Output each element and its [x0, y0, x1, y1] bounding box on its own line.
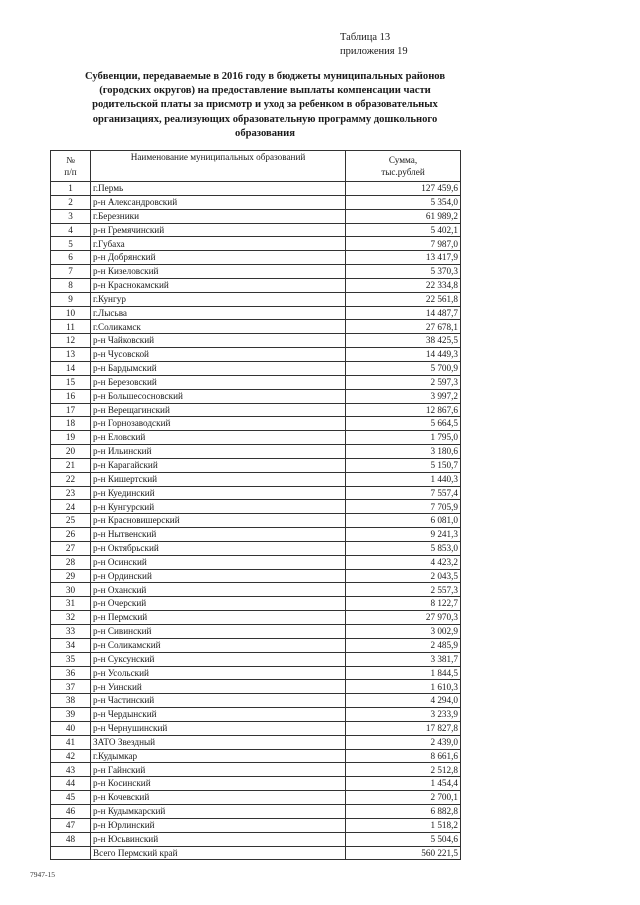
row-sum: 22 561,8	[346, 292, 461, 306]
row-number: 33	[51, 625, 91, 639]
table-row	[51, 611, 461, 625]
row-number: 23	[51, 486, 91, 500]
row-name: р-н Кизеловский	[91, 265, 346, 279]
table-row	[51, 638, 461, 652]
row-name: р-н Карагайский	[91, 458, 346, 472]
table-row	[51, 486, 461, 500]
table-header-row	[51, 151, 461, 182]
row-sum: 61 989,2	[346, 209, 461, 223]
row-name: р-н Юрлинский	[91, 818, 346, 832]
row-name: г.Лысьва	[91, 306, 346, 320]
row-sum: 38 425,5	[346, 334, 461, 348]
row-name: р-н Еловский	[91, 431, 346, 445]
row-number: 34	[51, 638, 91, 652]
row-sum: 2 439,0	[346, 735, 461, 749]
row-number: 31	[51, 597, 91, 611]
row-sum: 22 334,8	[346, 278, 461, 292]
table-reference	[340, 31, 460, 59]
row-sum: 3 997,2	[346, 389, 461, 403]
title-line: (городских округов) на предоставление выплаты компенсации части	[99, 85, 431, 97]
table-row	[51, 804, 461, 818]
row-name: г.Кунгур	[91, 292, 346, 306]
row-number: 46	[51, 804, 91, 818]
row-name: р-н Косинский	[91, 777, 346, 791]
row-name: р-н Большесосновский	[91, 389, 346, 403]
table-row	[51, 708, 461, 722]
table-row	[51, 735, 461, 749]
row-name: р-н Гремячинский	[91, 223, 346, 237]
row-sum: 13 417,9	[346, 251, 461, 265]
appendix-number: приложения 19	[340, 46, 408, 57]
row-name: г.Пермь	[91, 182, 346, 196]
row-number: 24	[51, 500, 91, 514]
table-row	[51, 209, 461, 223]
row-number: 14	[51, 361, 91, 375]
row-name: р-н Ординский	[91, 569, 346, 583]
row-number: 20	[51, 445, 91, 459]
row-sum: 6 081,0	[346, 514, 461, 528]
row-number: 9	[51, 292, 91, 306]
row-number: 18	[51, 417, 91, 431]
document-code: 7947-15	[30, 870, 55, 879]
row-name: р-н Октябрьский	[91, 541, 346, 555]
row-name: р-н Уинский	[91, 680, 346, 694]
row-sum: 1 518,2	[346, 818, 461, 832]
row-sum: 5 354,0	[346, 195, 461, 209]
table-row	[51, 680, 461, 694]
row-sum: 5 402,1	[346, 223, 461, 237]
table-row	[51, 791, 461, 805]
table-row	[51, 348, 461, 362]
row-sum: 5 853,0	[346, 541, 461, 555]
row-sum: 5 700,9	[346, 361, 461, 375]
row-sum: 5 370,3	[346, 265, 461, 279]
table-row	[51, 597, 461, 611]
table-row	[51, 500, 461, 514]
row-sum: 14 449,3	[346, 348, 461, 362]
row-name: р-н Кишертский	[91, 472, 346, 486]
row-sum: 4 294,0	[346, 694, 461, 708]
table-row	[51, 777, 461, 791]
row-name: р-н Юсьвинский	[91, 832, 346, 846]
row-name: г.Соликамск	[91, 320, 346, 334]
row-sum: 5 504,6	[346, 832, 461, 846]
row-number: 45	[51, 791, 91, 805]
total-sum: 560 221,5	[346, 846, 461, 860]
title-line: организациях, реализующих образовательную программу дошкольного	[92, 113, 438, 125]
table-row	[51, 403, 461, 417]
table-row	[51, 223, 461, 237]
row-sum: 27 970,3	[346, 611, 461, 625]
row-name: р-н Кочевский	[91, 791, 346, 805]
row-name: р-н Куединский	[91, 486, 346, 500]
row-number: 1	[51, 182, 91, 196]
row-number: 16	[51, 389, 91, 403]
header-sum	[346, 151, 461, 182]
row-number: 27	[51, 541, 91, 555]
subsidy-table	[50, 150, 461, 860]
table-total-row	[51, 846, 461, 860]
total-empty-cell	[51, 846, 91, 860]
row-number: 26	[51, 528, 91, 542]
row-sum: 3 381,7	[346, 652, 461, 666]
row-number: 3	[51, 209, 91, 223]
table-row	[51, 625, 461, 639]
table-row	[51, 278, 461, 292]
table-row	[51, 583, 461, 597]
table-body	[51, 182, 461, 860]
table-row	[51, 445, 461, 459]
row-number: 44	[51, 777, 91, 791]
row-number: 13	[51, 348, 91, 362]
row-name: ЗАТО Звездный	[91, 735, 346, 749]
table-row	[51, 763, 461, 777]
table-row	[51, 472, 461, 486]
row-sum: 14 487,7	[346, 306, 461, 320]
row-sum: 2 512,8	[346, 763, 461, 777]
row-sum: 5 664,5	[346, 417, 461, 431]
title-line: родительской платы за присмотр и уход за ребенком в образовательных	[92, 99, 438, 111]
row-sum: 2 043,5	[346, 569, 461, 583]
table-row	[51, 721, 461, 735]
table-row	[51, 818, 461, 832]
row-number: 7	[51, 265, 91, 279]
row-sum: 4 423,2	[346, 555, 461, 569]
row-name: р-н Краснокамский	[91, 278, 346, 292]
table-row	[51, 431, 461, 445]
table-row	[51, 652, 461, 666]
row-name: р-н Нытвенский	[91, 528, 346, 542]
row-number: 6	[51, 251, 91, 265]
total-label: Всего Пермский край	[91, 846, 346, 860]
table-row	[51, 182, 461, 196]
row-sum: 17 827,8	[346, 721, 461, 735]
row-name: г.Березники	[91, 209, 346, 223]
row-name: р-н Чайковский	[91, 334, 346, 348]
row-name: р-н Горнозаводский	[91, 417, 346, 431]
row-name: р-н Сивинский	[91, 625, 346, 639]
table-number: Таблица 13	[340, 32, 391, 43]
row-number: 17	[51, 403, 91, 417]
row-name: р-н Добрянский	[91, 251, 346, 265]
row-name: р-н Ильинский	[91, 445, 346, 459]
table-row	[51, 749, 461, 763]
row-name: р-н Соликамский	[91, 638, 346, 652]
row-sum: 9 241,3	[346, 528, 461, 542]
document-title	[60, 70, 470, 141]
row-number: 42	[51, 749, 91, 763]
header-number-line1: №	[66, 155, 75, 165]
row-number: 2	[51, 195, 91, 209]
table-row	[51, 514, 461, 528]
row-name: р-н Частинский	[91, 694, 346, 708]
table-row	[51, 458, 461, 472]
header-name: Наименование муниципальных образований	[91, 151, 346, 182]
table-row	[51, 832, 461, 846]
row-sum: 127 459,6	[346, 182, 461, 196]
row-name: г.Губаха	[91, 237, 346, 251]
row-number: 11	[51, 320, 91, 334]
row-sum: 5 150,7	[346, 458, 461, 472]
row-sum: 7 705,9	[346, 500, 461, 514]
row-name: р-н Пермский	[91, 611, 346, 625]
row-number: 37	[51, 680, 91, 694]
row-sum: 1 795,0	[346, 431, 461, 445]
row-name: р-н Усольский	[91, 666, 346, 680]
row-sum: 2 485,9	[346, 638, 461, 652]
row-sum: 3 233,9	[346, 708, 461, 722]
row-number: 38	[51, 694, 91, 708]
row-sum: 27 678,1	[346, 320, 461, 334]
row-number: 39	[51, 708, 91, 722]
row-sum: 8 661,6	[346, 749, 461, 763]
row-sum: 2 700,1	[346, 791, 461, 805]
table-row	[51, 528, 461, 542]
row-number: 10	[51, 306, 91, 320]
row-number: 5	[51, 237, 91, 251]
table-row	[51, 389, 461, 403]
row-number: 43	[51, 763, 91, 777]
table-row	[51, 555, 461, 569]
table-row	[51, 195, 461, 209]
table-row	[51, 292, 461, 306]
row-number: 22	[51, 472, 91, 486]
row-number: 35	[51, 652, 91, 666]
header-sum-line2: тыс.рублей	[381, 167, 425, 177]
title-line: образования	[235, 127, 295, 139]
row-name: р-н Верещагинский	[91, 403, 346, 417]
header-number	[51, 151, 91, 182]
row-number: 8	[51, 278, 91, 292]
row-sum: 1 454,4	[346, 777, 461, 791]
row-sum: 1 610,3	[346, 680, 461, 694]
row-number: 41	[51, 735, 91, 749]
row-number: 48	[51, 832, 91, 846]
row-name: р-н Березовский	[91, 375, 346, 389]
row-name: р-н Чусовской	[91, 348, 346, 362]
row-name: р-н Суксунский	[91, 652, 346, 666]
row-number: 29	[51, 569, 91, 583]
row-number: 40	[51, 721, 91, 735]
row-name: р-н Александровский	[91, 195, 346, 209]
row-name: р-н Очерский	[91, 597, 346, 611]
row-number: 28	[51, 555, 91, 569]
row-name: р-н Кудымкарский	[91, 804, 346, 818]
table-row	[51, 361, 461, 375]
row-name: р-н Кунгурский	[91, 500, 346, 514]
row-number: 12	[51, 334, 91, 348]
row-number: 15	[51, 375, 91, 389]
header-number-line2: п/п	[64, 167, 77, 177]
row-name: р-н Красновишерский	[91, 514, 346, 528]
row-number: 4	[51, 223, 91, 237]
row-name: р-н Чердынский	[91, 708, 346, 722]
row-number: 19	[51, 431, 91, 445]
row-sum: 6 882,8	[346, 804, 461, 818]
row-sum: 1 440,3	[346, 472, 461, 486]
row-number: 25	[51, 514, 91, 528]
row-name: г.Кудымкар	[91, 749, 346, 763]
row-number: 32	[51, 611, 91, 625]
table-row	[51, 569, 461, 583]
row-sum: 12 867,6	[346, 403, 461, 417]
row-sum: 8 122,7	[346, 597, 461, 611]
table-row	[51, 237, 461, 251]
row-number: 36	[51, 666, 91, 680]
row-name: р-н Осинский	[91, 555, 346, 569]
title-line: Субвенции, передаваемые в 2016 году в бюджеты муниципальных районов	[84, 71, 446, 82]
table-row	[51, 306, 461, 320]
row-sum: 1 844,5	[346, 666, 461, 680]
row-sum: 7 557,4	[346, 486, 461, 500]
row-sum: 3 002,9	[346, 625, 461, 639]
row-name: р-н Оханский	[91, 583, 346, 597]
table-row	[51, 334, 461, 348]
header-sum-line1: Сумма,	[388, 155, 418, 165]
row-sum: 2 557,3	[346, 583, 461, 597]
table-row	[51, 320, 461, 334]
table-row	[51, 265, 461, 279]
row-sum: 2 597,3	[346, 375, 461, 389]
table-row	[51, 251, 461, 265]
row-sum: 3 180,6	[346, 445, 461, 459]
row-name: р-н Чернушинский	[91, 721, 346, 735]
table-row	[51, 666, 461, 680]
table-row	[51, 417, 461, 431]
table-row	[51, 541, 461, 555]
row-name: р-н Бардымский	[91, 361, 346, 375]
row-number: 47	[51, 818, 91, 832]
row-sum: 7 987,0	[346, 237, 461, 251]
row-number: 21	[51, 458, 91, 472]
table-row	[51, 375, 461, 389]
row-number: 30	[51, 583, 91, 597]
table-row	[51, 694, 461, 708]
row-name: р-н Гайнский	[91, 763, 346, 777]
